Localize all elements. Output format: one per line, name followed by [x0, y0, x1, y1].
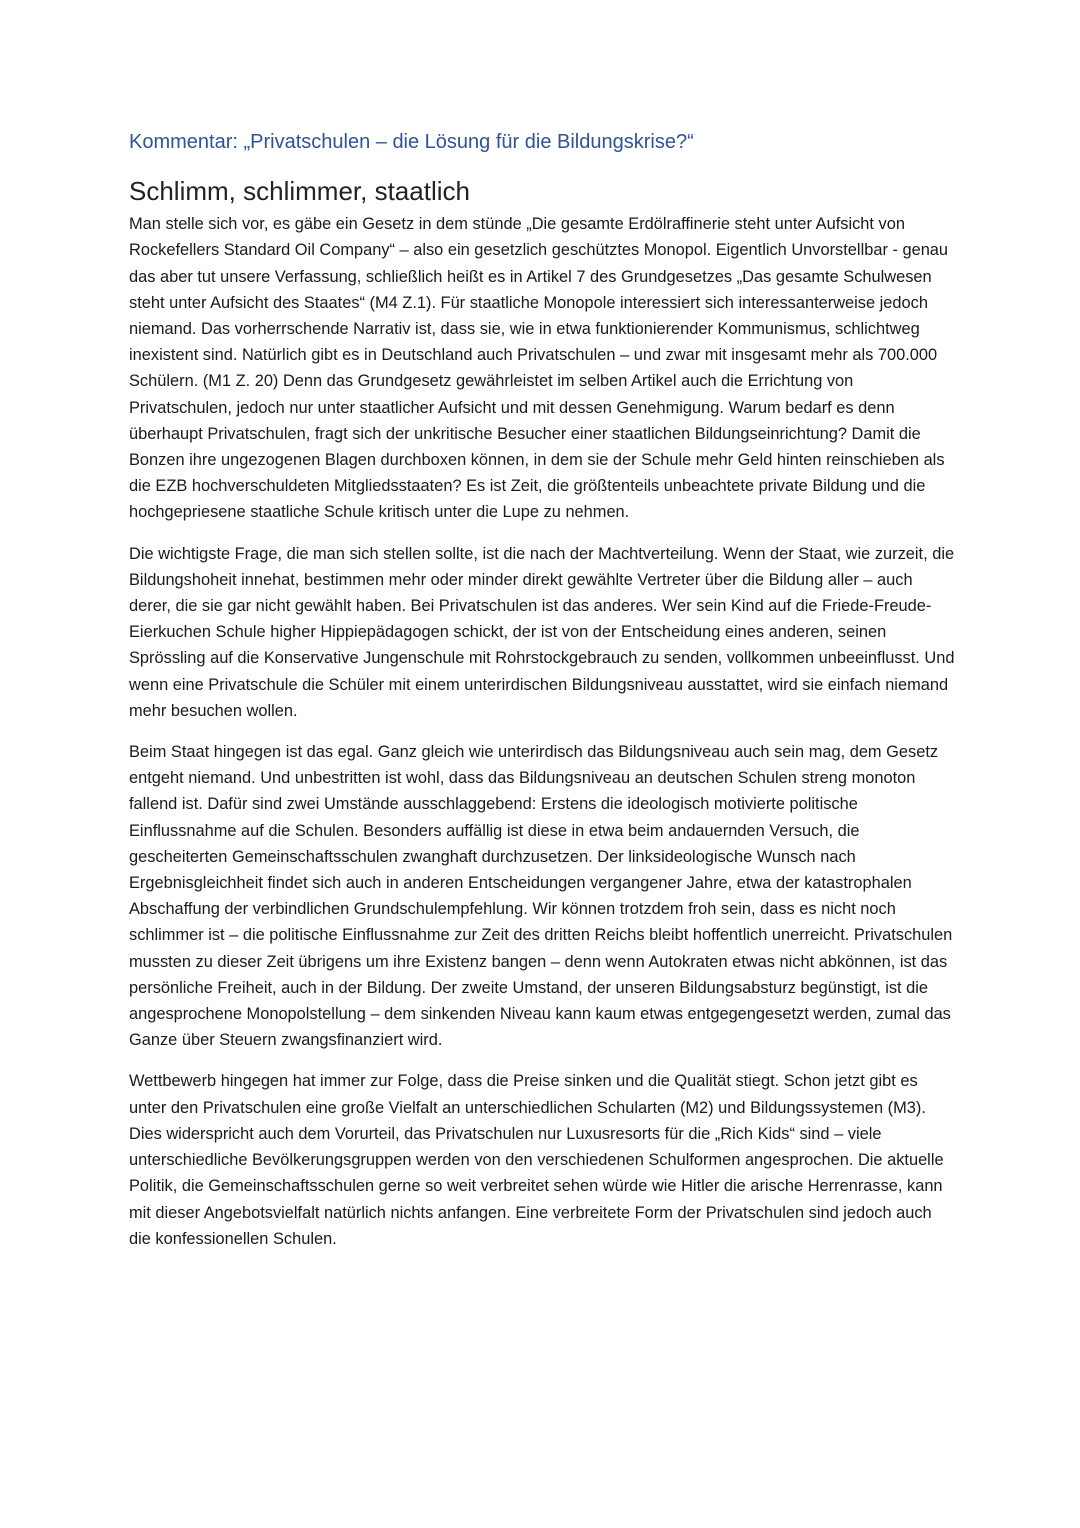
- document-kicker: Kommentar: „Privatschulen – die Lösung für die Bildungskrise?“: [129, 131, 694, 153]
- paragraph-2: Die wichtigste Frage, die man sich stellen sollte, ist die nach der Machtverteilung. Wenn der Staat, wie zurzeit, die Bildungshoheit innehat, bestimmen mehr oder minder direkt gewählte Vertreter über die Bildung aller – auch derer, die sie gar nicht gewählt haben. Bei Privatschulen ist das anderes. Wer sein Kind auf die Friede-Freude-Eierkuchen Schule higher Hippiepädagogen schickt, der ist von der Entscheidung eines anderen, seinen Sprössling auf die Konservative Jungenschule mit Rohrstockgebrauch zu senden, vollkommen unbeeinflusst. Und wenn eine Privatschule die Schüler mit einem unterirdischen Bildungsniveau ausstattet, wird sie einfach niemand mehr besuchen wollen.: [129, 544, 955, 720]
- paragraph-3: Beim Staat hingegen ist das egal. Ganz gleich wie unterirdisch das Bildungsniveau auch sein mag, dem Gesetz entgeht niemand. Und unbestritten ist wohl, dass das Bildungsniveau an deutschen Schulen streng monoton fallend ist. Dafür sind zwei Umstände ausschlaggebend: Erstens die ideologisch motivierte politische Einflussnahme auf die Schulen. Besonders auffällig ist diese in etwa beim andauernden Versuch, die gescheiterten Gemeinschaftsschulen zwanghaft durchzusetzen. Der linksideologische Wunsch nach Ergebnisgleichheit findet sich auch in anderen Entscheidungen vergangener Jahre, etwa der katastrophalen Abschaffung der verbindlichen Grundschulempfehlung. Wir können trotzdem froh sein, dass es nicht noch schlimmer ist – die politische Einflussnahme zur Zeit des dritten Reichs bleibt hoffentlich unerreicht. Privatschulen mussten zu dieser Zeit übrigens um ihre Existenz bangen – denn wenn Autokraten etwas nicht abkönnen, ist das persönliche Freiheit, auch in der Bildung. Der zweite Umstand, der unseren Bildungsabsturz begünstigt, ist die angesprochene Monopolstellung – dem sinkenden Niveau kann kaum etwas entgegengesetzt werden, zumal das Ganze über Steuern zwangsfinanziert wird.: [129, 743, 953, 1050]
- document-page: [129, 130, 955, 1267]
- document-title: Schlimm, schlimmer, staatlich: [129, 176, 470, 206]
- paragraph-4: Wettbewerb hingegen hat immer zur Folge, dass die Preise sinken und die Qualität stiegt. Schon jetzt gibt es unter den Privatschulen eine große Vielfalt an unterschiedlichen Schularten (M2) und Bildungssystemen (M3). Dies widerspricht auch dem Vorurteil, das Privatschulen nur Luxusresorts für die „Rich Kids“ sind – viele unterschiedliche Bevölkerungsgruppen werden von den verschiedenen Schulformen angesprochen. Die aktuelle Politik, die Gemeinschaftsschulen gerne so weit verbreitet sehen würde wie Hitler die arische Herrenrasse, kann mit dieser Angebotsvielfalt natürlich nichts anfangen. Eine verbreitete Form der Privatschulen sind jedoch auch die konfessionellen Schulen.: [129, 1072, 944, 1248]
- paragraph-1: Man stelle sich vor, es gäbe ein Gesetz in dem stünde „Die gesamte Erdölraffinerie steht unter Aufsicht von Rockefellers Standard Oil Company“ – also ein gesetzlich geschütztes Monopol. Eigentlich Unvorstellbar - genau das aber tut unsere Verfassung, schließlich heißt es in Artikel 7 des Grundgesetzes „Das gesamte Schulwesen steht unter Aufsicht des Staates“ (M4 Z.1). Für staatliche Monopole interessiert sich interessanterweise jedoch niemand. Das vorherrschende Narrativ ist, dass sie, wie in etwa funktionierender Kommunismus, schlichtweg inexistent sind. Natürlich gibt es in Deutschland auch Privatschulen – und zwar mit insgesamt mehr als 700.000 Schülern. (M1 Z. 20) Denn das Grundgesetz gewährleistet im selben Artikel auch die Errichtung von Privatschulen, jedoch nur unter staatlicher Aufsicht und mit dessen Genehmigung. Warum bedarf es denn überhaupt Privatschulen, fragt sich der unkritische Besucher einer staatlichen Bildungseinrichtung? Damit die Bonzen ihre ungezogenen Blagen durchboxen können, in dem sie der Schule mehr Geld hinten reinschieben als die EZB hochverschuldeten Mitgliedsstaaten? Es ist Zeit, die größtenteils unbeachtete private Bildung und die hochgepriesene staatliche Schule kritisch unter die Lupe zu nehmen.: [129, 215, 949, 522]
